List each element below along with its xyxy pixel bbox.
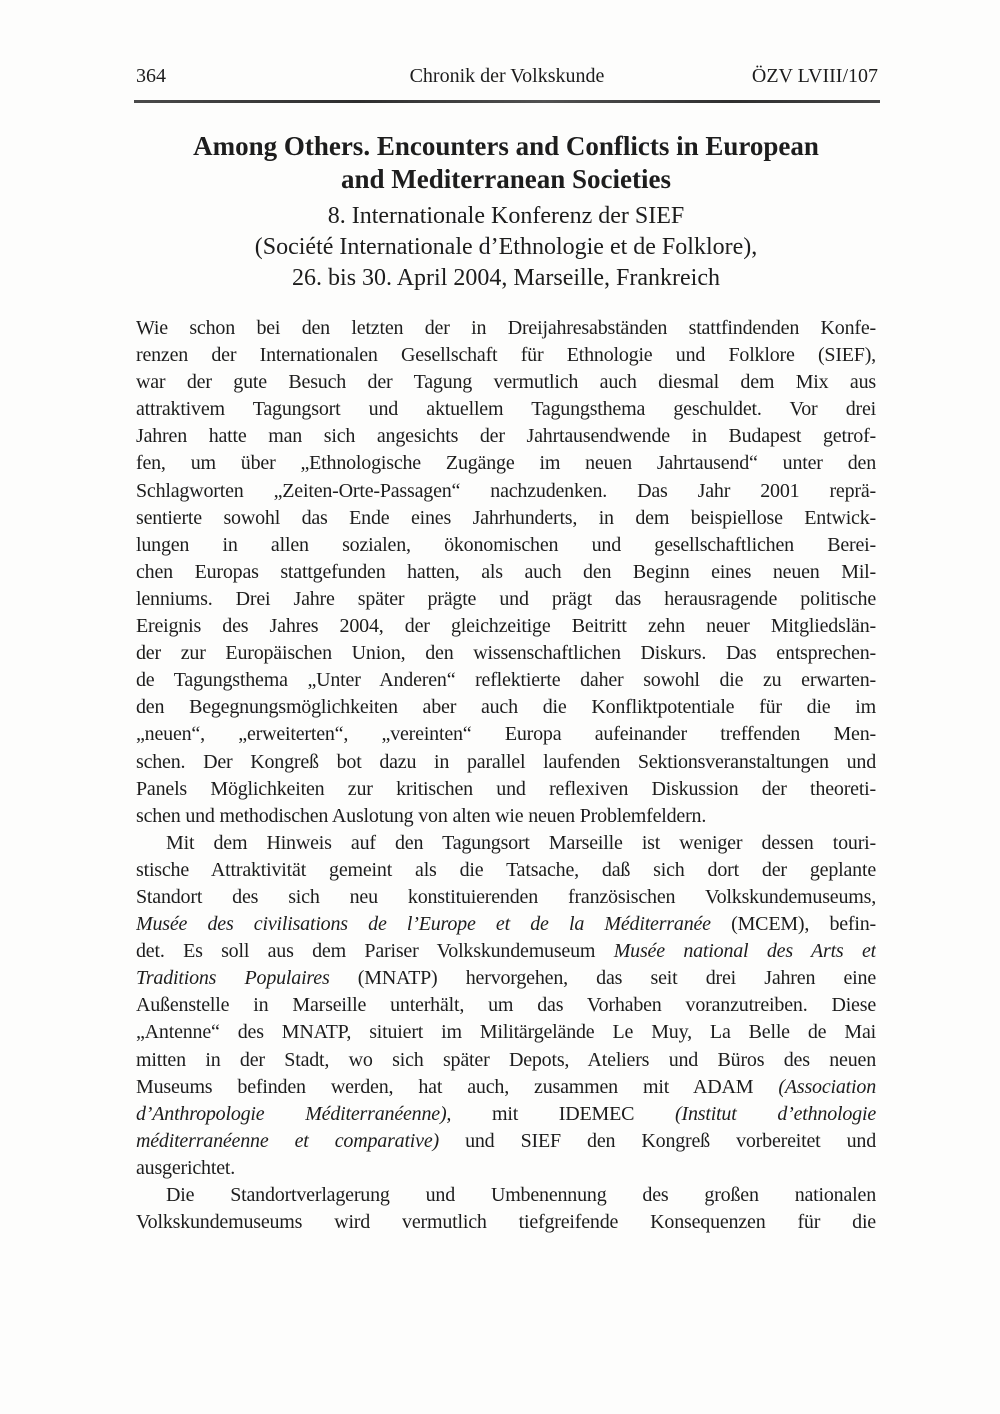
text-segment: Jahren hatte man sich angesichts der Jahrtausendwende in Budapest getrof- [136, 425, 876, 448]
text-segment: schen. Der Kongreß bot dazu in parallel laufenden Sektionsveranstaltungen und [136, 750, 876, 773]
text-segment: Außenstelle in Marseille unterhält, um das Vorhaben voranzutreiben. Diese [136, 994, 876, 1017]
text-segment: Museums befinden werden, hat auch, zusammen mit ADAM [136, 1075, 779, 1098]
text-segment: der zur Europäischen Union, den wissenschaftlichen Diskurs. Das entsprechen- [136, 642, 876, 665]
text-line [136, 1101, 876, 1128]
text-segment: chen Europas stattgefunden hatten, als auch den Beginn eines neuen Mil- [136, 560, 876, 583]
page-number: 364 [136, 65, 166, 87]
text-segment: und SIEF den Kongreß vorbereitet und [438, 1129, 876, 1152]
text-segment: Ereignis des Jahres 2004, der gleichzeitige Beitritt zehn neuer Mitgliedslän- [136, 615, 876, 638]
text-line [136, 478, 876, 505]
text-segment: Wie schon bei den letzten der in Dreijahresabständen stattfindenden Konfe- [136, 317, 876, 339]
text-segment: den Begegnungsmöglichkeiten aber auch die Konfliktpotentiale für die im [136, 696, 876, 719]
article-title [131, 130, 881, 196]
text-segment: mit IDEMEC [451, 1102, 676, 1125]
text-line [136, 532, 876, 559]
text-line [136, 667, 876, 694]
text-segment: mitten in der Stadt, wo sich später Depots, Ateliers und Büros des neuen [136, 1048, 876, 1071]
text-line [136, 1182, 876, 1209]
page-header [136, 64, 878, 88]
text-segment: Standort des sich neu konstituierenden französischen Volkskundemuseums, [136, 885, 876, 908]
text-line [136, 640, 876, 667]
text-segment: (MNATP) hervorgehen, das seit drei Jahren eine [329, 967, 876, 990]
italic-text-segment: Musée des civilisations de l’Europe et de la Méditerranée [136, 913, 711, 936]
text-segment: schen und methodischen Auslotung von alten wie neuen Problemfeldern. [136, 804, 707, 827]
text-segment: Die Standortverlagerung und Umbenennung des großen nationalen [166, 1184, 876, 1206]
text-line [136, 965, 876, 992]
subtitle-date-place: 26. bis 30. April 2004, Marseille, Frankreich [292, 265, 720, 291]
text-segment: (MCEM), befin- [710, 913, 876, 936]
header-rule [134, 100, 880, 103]
text-segment: lenniums. Drei Jahre später prägte und prägt das herausragende politische [136, 587, 876, 610]
text-line [136, 613, 876, 640]
italic-text-segment: Musée national des Arts et [613, 940, 876, 963]
text-line [136, 423, 876, 450]
text-segment: „neuen“, „erweiterten“, „vereinten“ Europa aufeinander treffenden Men- [136, 723, 876, 746]
text-segment: Volkskundemuseums wird vermutlich tiefgreifende Konsequenzen für die [136, 1211, 876, 1234]
text-line [136, 1047, 876, 1074]
text-line [136, 559, 876, 586]
text-segment: renzen der Internationalen Gesellschaft für Ethnologie und Folklore (SIEF), [136, 344, 876, 367]
journal-reference: ÖZV LVIII/107 [751, 65, 878, 87]
text-segment: det. Es soll aus dem Pariser Volkskundemuseum [136, 940, 614, 963]
text-line [136, 369, 876, 396]
italic-text-segment: d’Anthropologie Méditerranéenne), [136, 1102, 452, 1125]
text-line [136, 1074, 876, 1101]
text-segment: attraktivem Tagungsort und aktuellem Tagungsthema geschuldet. Vor drei [136, 398, 876, 421]
text-line [136, 396, 876, 423]
text-line [136, 1019, 876, 1046]
text-line [136, 830, 876, 857]
article-title-line-1: Among Others. Encounters and Conflicts in European [193, 131, 819, 161]
text-segment: stische Attraktivität gemeint als die Tatsache, daß sich dort der geplante [136, 858, 876, 881]
text-line [136, 342, 876, 369]
text-line [136, 1209, 876, 1236]
italic-text-segment: (Association [778, 1075, 876, 1098]
text-segment: sentierte sowohl das Ende eines Jahrhunderts, in dem beispiellose Entwick- [136, 506, 876, 529]
text-line [136, 884, 876, 911]
text-segment: fen, um über „Ethnologische Zugänge im neuen Jahrtausend“ unter den [136, 452, 876, 475]
text-line [136, 694, 876, 721]
text-segment: lungen in allen sozialen, ökonomischen und gesellschaftlichen Berei- [136, 533, 876, 556]
text-line [136, 505, 876, 532]
text-line [136, 749, 876, 776]
text-segment: war der gute Besuch der Tagung vermutlich auch diesmal dem Mix aus [136, 371, 876, 394]
text-line [136, 586, 876, 613]
italic-text-segment: (Institut d’ethnologie [675, 1102, 876, 1125]
text-line [136, 1155, 876, 1182]
text-line [136, 992, 876, 1019]
text-line [136, 315, 876, 342]
italic-text-segment: Traditions Populaires [136, 967, 330, 990]
text-segment: de Tagungsthema „Unter Anderen“ reflektierte daher sowohl die zu erwarten- [136, 669, 876, 692]
subtitle-society: (Société Internationale d’Ethnologie et de Folklore), [254, 234, 758, 260]
text-segment: Panels Möglichkeiten zur kritischen und reflexiven Diskussion der theoreti- [136, 777, 876, 800]
text-line [136, 911, 876, 938]
running-title: Chronik der Volkskunde [409, 65, 605, 87]
italic-text-segment: méditerranéenne et comparative) [136, 1129, 439, 1152]
article-title-line-2: and Mediterranean Societies [341, 164, 671, 194]
text-line [136, 1128, 876, 1155]
text-segment: „Antenne“ des MNATP, situiert im Militärgelände Le Muy, La Belle de Mai [136, 1021, 876, 1044]
subtitle-conference: 8. Internationale Konferenz der SIEF [327, 203, 685, 229]
article-body [136, 315, 876, 1236]
text-line [136, 721, 876, 748]
text-line [136, 938, 876, 965]
text-line [136, 857, 876, 884]
article-subtitle [131, 201, 881, 294]
text-segment: Mit dem Hinweis auf den Tagungsort Marseille ist weniger dessen touri- [166, 831, 876, 854]
text-line [136, 450, 876, 477]
text-segment: Schlagworten „Zeiten-Orte-Passagen“ nachzudenken. Das Jahr 2001 reprä- [136, 479, 876, 502]
text-line [136, 803, 876, 830]
text-line [136, 776, 876, 803]
text-segment: ausgerichtet. [136, 1156, 236, 1179]
